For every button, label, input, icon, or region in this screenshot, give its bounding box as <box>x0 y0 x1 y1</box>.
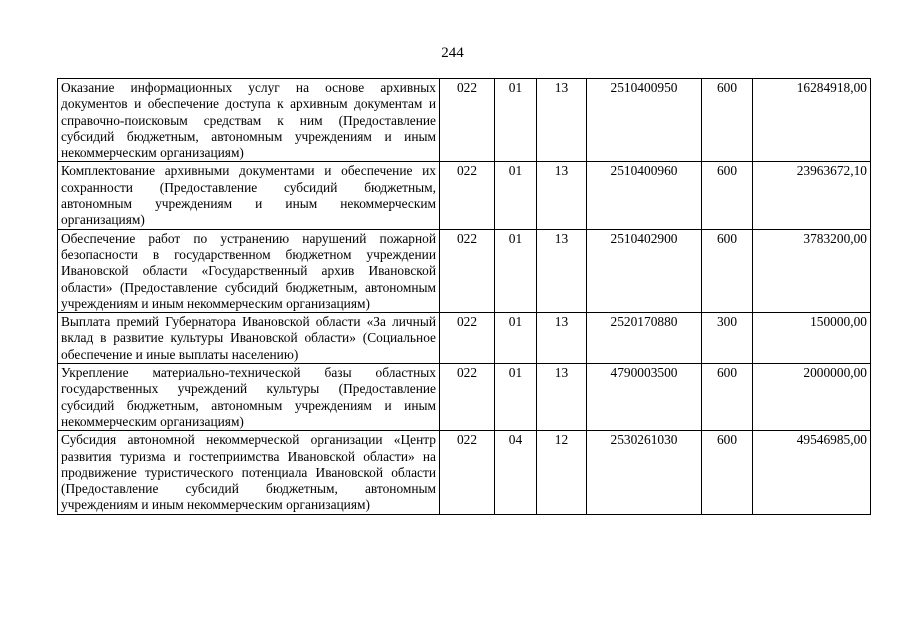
ministry-code-cell: 022 <box>440 229 495 312</box>
expense-name-cell: Выплата премий Губернатора Ивановской области «За личный вклад в развитие культуры Ивановской области» (Социальное обеспечение и иные выплаты населению) <box>58 313 440 364</box>
amount-cell: 16284918,00 <box>753 79 871 162</box>
target-article-cell: 4790003500 <box>587 364 702 431</box>
target-article-cell: 2510400960 <box>587 162 702 229</box>
table-row <box>58 431 871 514</box>
table-row <box>58 79 871 162</box>
expense-name-cell: Укрепление материально-технической базы областных государственных учреждений культуры (Предоставление субсидий бюджетным, автономным учреждениям и иным некоммерческим организациям) <box>58 364 440 431</box>
expense-type-cell: 600 <box>702 364 753 431</box>
expense-name-cell: Комплектование архивными документами и обеспечение их сохранности (Предоставление субсидий бюджетным, автономным учреждениям и иным некоммерческим организациям) <box>58 162 440 229</box>
expense-name-cell: Оказание информационных услуг на основе архивных документов и обеспечение доступа к архивным документам и справочно-поисковым средствам к ним (Предоставление субсидий бюджетным, автономным учреждениям и иным некоммерческим организациям) <box>58 79 440 162</box>
target-article-cell: 2520170880 <box>587 313 702 364</box>
expense-name-cell: Субсидия автономной некоммерческой организации «Центр развития туризма и гостеприимства Ивановской области» на продвижение туристического потенциала Ивановской области (Предоставление субсидий бюджетным, автономным учреждениям и иным некоммерческим организациям) <box>58 431 440 514</box>
amount-cell: 23963672,10 <box>753 162 871 229</box>
expense-type-cell: 600 <box>702 431 753 514</box>
expense-type-cell: 600 <box>702 229 753 312</box>
subsection-code-cell: 13 <box>537 313 587 364</box>
table-row <box>58 229 871 312</box>
ministry-code-cell: 022 <box>440 313 495 364</box>
subsection-code-cell: 13 <box>537 162 587 229</box>
target-article-cell: 2510402900 <box>587 229 702 312</box>
expense-type-cell: 600 <box>702 162 753 229</box>
table-body <box>58 79 871 515</box>
subsection-code-cell: 13 <box>537 229 587 312</box>
section-code-cell: 01 <box>495 162 537 229</box>
subsection-code-cell: 12 <box>537 431 587 514</box>
ministry-code-cell: 022 <box>440 364 495 431</box>
page-number: 244 <box>441 45 464 61</box>
amount-cell: 49546985,00 <box>753 431 871 514</box>
expense-type-cell: 600 <box>702 79 753 162</box>
amount-cell: 150000,00 <box>753 313 871 364</box>
amount-cell: 3783200,00 <box>753 229 871 312</box>
section-code-cell: 01 <box>495 79 537 162</box>
table-row <box>58 313 871 364</box>
amount-cell: 2000000,00 <box>753 364 871 431</box>
ministry-code-cell: 022 <box>440 162 495 229</box>
section-code-cell: 01 <box>495 313 537 364</box>
section-code-cell: 01 <box>495 229 537 312</box>
expense-name-cell: Обеспечение работ по устранению нарушений пожарной безопасности в государственном бюджетном учреждении Ивановской области «Государственный архив Ивановской области» (Предоставление субсидий бюджетным, автономным учреждениям и иным некоммерческим организациям) <box>58 229 440 312</box>
target-article-cell: 2510400950 <box>587 79 702 162</box>
subsection-code-cell: 13 <box>537 364 587 431</box>
subsection-code-cell: 13 <box>537 79 587 162</box>
table-row <box>58 364 871 431</box>
target-article-cell: 2530261030 <box>587 431 702 514</box>
ministry-code-cell: 022 <box>440 79 495 162</box>
budget-table <box>57 78 871 515</box>
section-code-cell: 01 <box>495 364 537 431</box>
table-row <box>58 162 871 229</box>
section-code-cell: 04 <box>495 431 537 514</box>
ministry-code-cell: 022 <box>440 431 495 514</box>
expense-type-cell: 300 <box>702 313 753 364</box>
